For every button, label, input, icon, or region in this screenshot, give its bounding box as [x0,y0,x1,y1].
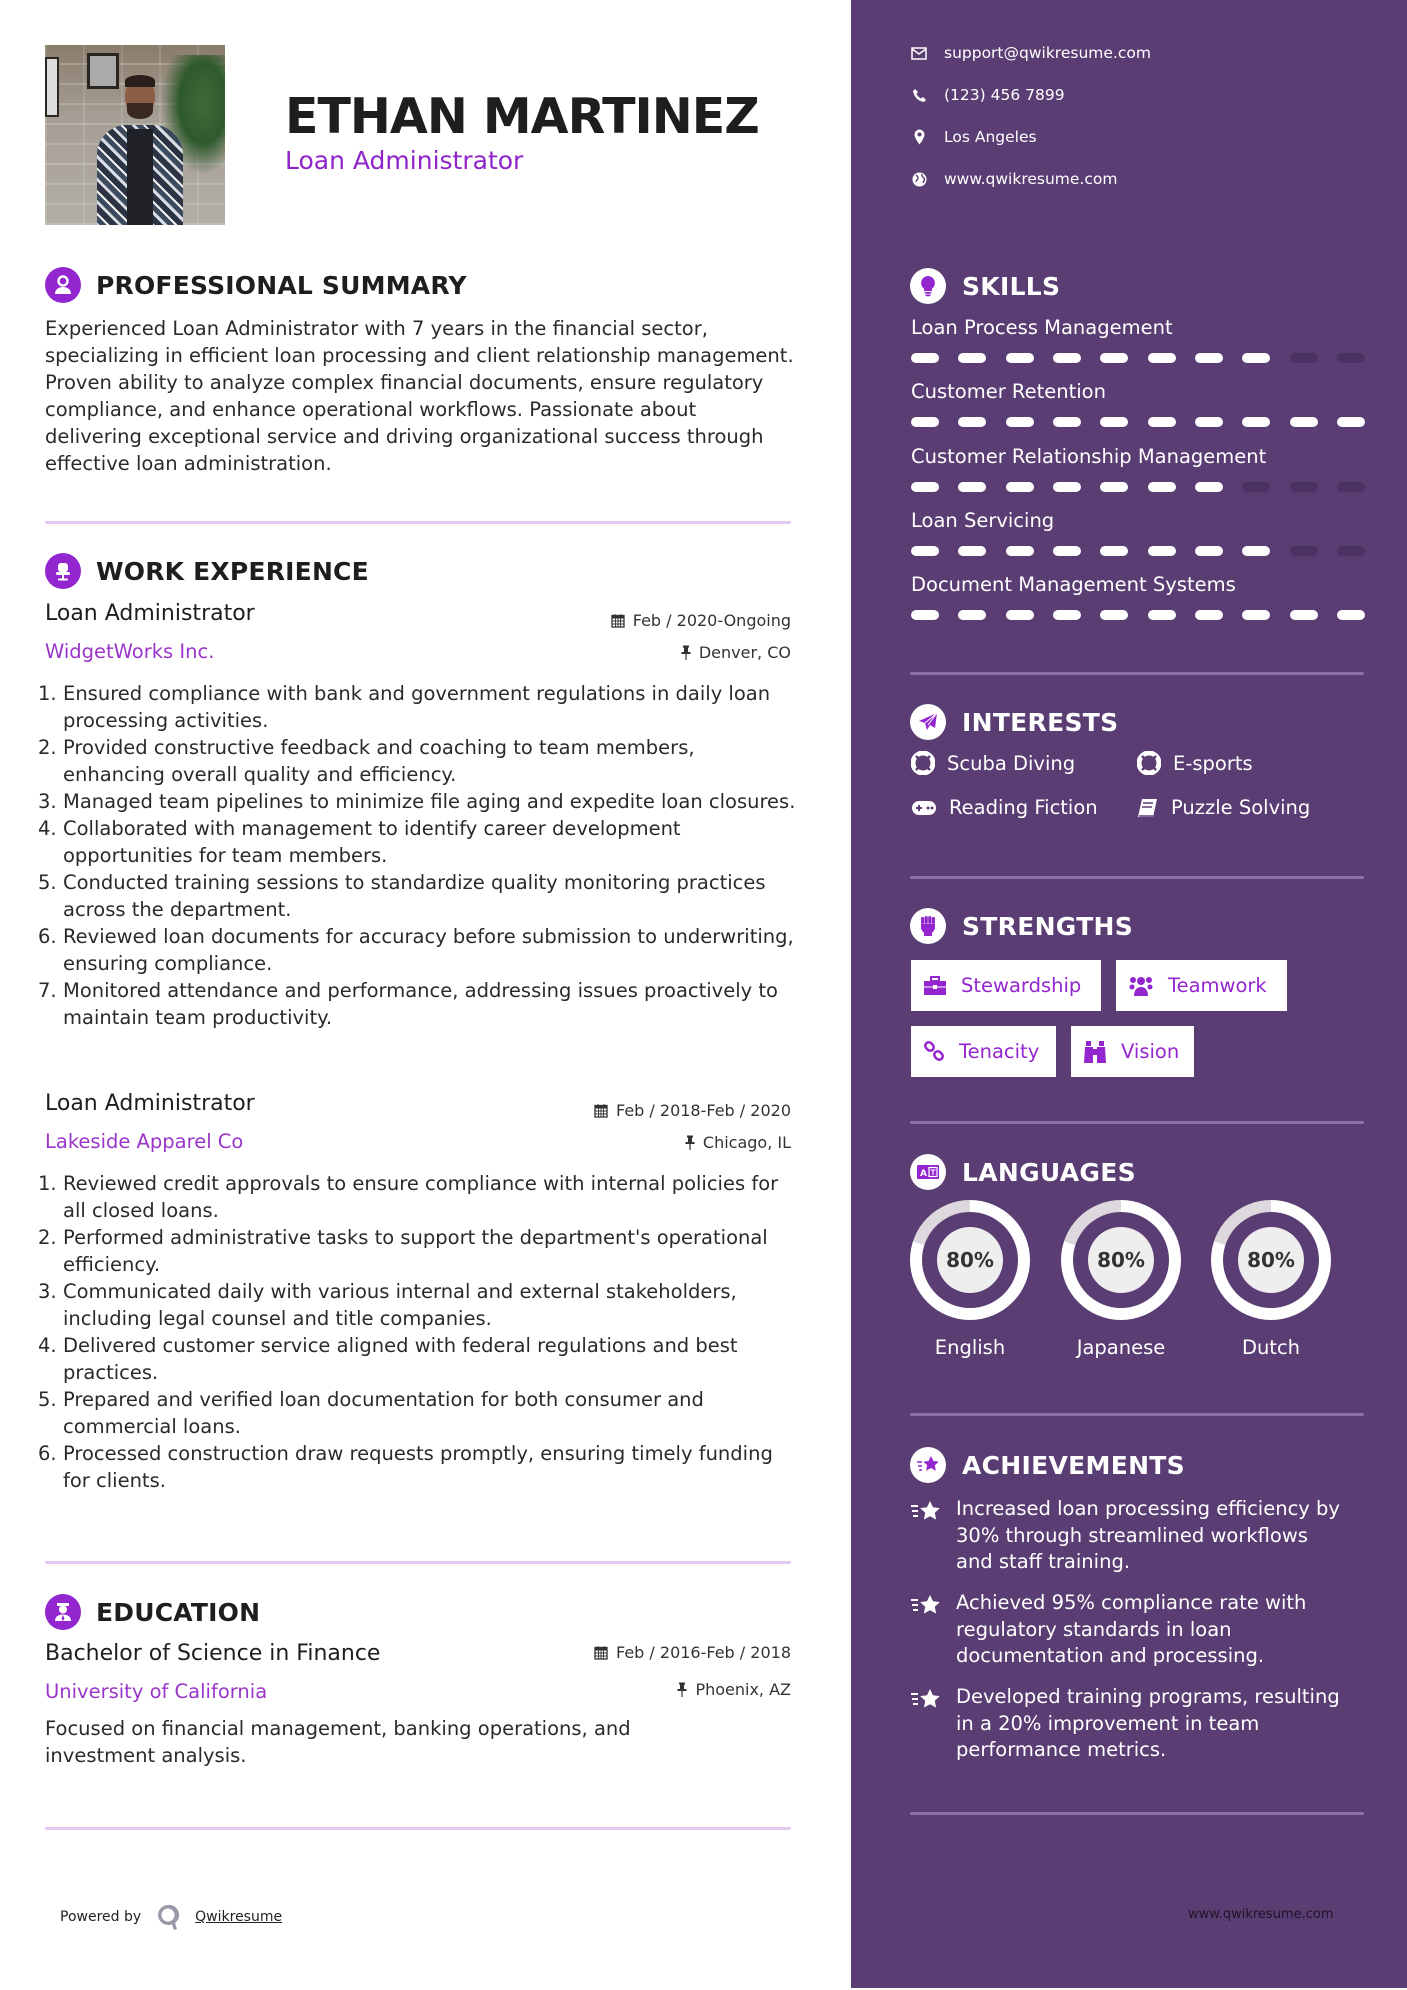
paper-plane-icon [910,704,946,740]
strength-chip: Teamwork [1116,960,1287,1011]
user-icon [45,267,81,303]
education-school: University of California [45,1680,268,1703]
education-dates: Feb / 2016-Feb / 2018 [594,1643,791,1662]
list-item: 1. Ensured compliance with bank and government regulations in daily loan processing activities. [38,682,771,732]
profile-photo [45,45,225,225]
book-icon [1137,797,1159,819]
section-divider [45,521,791,524]
section-divider [910,1121,1364,1124]
interest-item: Puzzle Solving [1137,796,1310,819]
job-location: Denver, CO [681,643,791,662]
list-item: 5. Conducted training sessions to standardize quality monitoring practices across the department. [38,871,766,921]
fist-icon [910,908,946,944]
summary-heading: PROFESSIONAL SUMMARY [45,267,467,303]
pin-icon [685,1135,695,1150]
candidate-name: ETHAN MARTINEZ [285,88,759,145]
language-item [1061,1200,1181,1359]
job-role: Loan Administrator [45,1091,255,1116]
list-item: 2. Performed administrative tasks to support the department's operational efficiency. [38,1226,768,1276]
skill-name: Document Management Systems [911,573,1236,596]
calendar-icon [611,613,625,628]
pin-icon [677,1682,687,1697]
language-name: English [934,1336,1006,1359]
list-item: 3. Managed team pipelines to minimize file aging and expedite loan closures. [38,790,796,813]
achievement-item: Achieved 95% compliance rate with regulatory standards in loan documentation and processing. [910,1590,1350,1670]
skill-name: Customer Retention [911,380,1106,403]
list-item: 6. Reviewed loan documents for accuracy before submission to underwriting, ensuring compliance. [38,925,794,975]
footer-website[interactable]: www.qwikresume.com [1188,1907,1334,1922]
interest-item: Reading Fiction [911,796,1098,819]
shooting-star-icon [910,1447,946,1483]
envelope-icon [910,44,928,62]
shooting-star-icon [910,1592,942,1620]
job-dates: Feb / 2020-Ongoing [611,611,791,630]
skill-name: Loan Servicing [911,509,1055,532]
section-divider [910,1413,1364,1416]
pin-icon [681,645,691,660]
language-proficiency-ring: 80% [1061,1200,1181,1320]
languages-heading: A LANGUAGES [910,1154,1136,1190]
shooting-star-icon [910,1498,942,1526]
language-name: Japanese [1076,1336,1166,1359]
language-proficiency-ring: 80% [910,1200,1030,1320]
binoculars-icon [1083,1040,1107,1064]
list-item: 1. Reviewed credit approvals to ensure compliance with internal policies for all closed loans. [38,1172,779,1222]
education-degree: Bachelor of Science in Finance [45,1641,381,1666]
lifebuoy-icon [1137,751,1161,775]
education-description: Focused on financial management, banking operations, and investment analysis. [45,1717,631,1767]
skill-level-bar [911,546,1365,556]
education-heading: EDUCATION [45,1594,260,1630]
gamepad-icon [911,800,937,816]
contact-email[interactable]: support@qwikresume.com [910,44,1151,62]
skills-heading: SKILLS [910,268,1060,304]
language-item [1211,1200,1331,1359]
language-proficiency-ring: 80% [1211,1200,1331,1320]
job-location: Chicago, IL [685,1133,791,1152]
contact-phone[interactable]: (123) 456 7899 [910,86,1065,104]
interests-heading: INTERESTS [910,704,1118,740]
achievements-heading: ACHIEVEMENTS [910,1447,1185,1483]
education-location: Phoenix, AZ [677,1680,791,1699]
job-bullets [38,680,798,1031]
strength-chip: Vision [1071,1026,1194,1077]
list-item: 2. Provided constructive feedback and coaching to team members, enhancing overall quality and efficiency. [38,736,695,786]
experience-heading: WORK EXPERIENCE [45,553,369,589]
list-item: 4. Delivered customer service aligned with federal regulations and best practices. [38,1334,738,1384]
section-divider [45,1827,791,1830]
section-divider [910,672,1364,675]
lightbulb-icon [910,268,946,304]
globe-icon [910,170,928,188]
calendar-icon [594,1103,608,1118]
phone-icon [910,86,928,104]
interest-item: Scuba Diving [911,751,1075,775]
lifebuoy-icon [911,751,935,775]
calendar-icon [594,1645,608,1660]
qwikresume-link[interactable]: Qwikresume [195,1909,283,1925]
list-item: 4. Collaborated with management to identify career development opportunities for team members. [38,817,681,867]
strengths-heading: STRENGTHS [910,908,1133,944]
job-company: WidgetWorks Inc. [45,640,215,663]
map-marker-icon [910,128,928,146]
section-divider [910,876,1364,879]
skill-level-bar [911,417,1365,427]
section-divider [910,1812,1364,1815]
briefcase-icon [923,976,947,996]
list-item: 7. Monitored attendance and performance, addressing issues proactively to maintain team productivity. [38,979,778,1029]
skill-level-bar [911,482,1365,492]
candidate-title: Loan Administrator [285,146,524,175]
strength-chip: Stewardship [911,960,1101,1011]
contact-website[interactable]: www.qwikresume.com [910,170,1117,188]
job-bullets [38,1170,798,1494]
skill-name: Loan Process Management [911,316,1173,339]
skill-level-bar [911,353,1365,363]
job-company: Lakeside Apparel Co [45,1130,244,1153]
achievement-item: Increased loan processing efficiency by 30% through streamlined workflows and staff training. [910,1496,1350,1576]
skill-name: Customer Relationship Management [911,445,1267,468]
powered-by: Powered by Qwikresume [60,1902,282,1932]
language-item [910,1200,1030,1359]
users-icon [1128,975,1154,997]
strength-chip: Tenacity [911,1026,1056,1077]
job-dates: Feb / 2018-Feb / 2020 [594,1101,791,1120]
job-role: Loan Administrator [45,601,255,626]
list-item: 6. Processed construction draw requests promptly, ensuring timely funding for clients. [38,1442,773,1492]
summary-text: Experienced Loan Administrator with 7 years in the financial sector, specializing in efficient loan processing and client relationship management. Proven ability to analyze complex financial documents, ensure regulatory compliance, and enhance operational workflows. Passionate about delivering exceptional service and driving organizational success through effective loan administration. [45,317,794,475]
translate-icon [910,1154,946,1190]
shooting-star-icon [910,1686,942,1714]
language-name: Dutch [1241,1336,1301,1359]
contact-location: Los Angeles [910,128,1037,146]
link-icon [923,1041,945,1063]
svg-text:A: A [920,1169,927,1179]
list-item: 3. Communicated daily with various internal and external stakeholders, including legal counsel and title companies. [38,1280,737,1330]
section-divider [45,1561,791,1564]
list-item: 5. Prepared and verified loan documentation for both consumer and commercial loans. [38,1388,704,1438]
interest-item: E-sports [1137,751,1253,775]
graduate-icon [45,1594,81,1630]
skill-level-bar [911,610,1365,620]
qwikresume-logo-icon [155,1902,181,1932]
chair-icon [45,553,81,589]
achievement-item: Developed training programs, resulting in a 20% improvement in team performance metrics. [910,1684,1350,1764]
